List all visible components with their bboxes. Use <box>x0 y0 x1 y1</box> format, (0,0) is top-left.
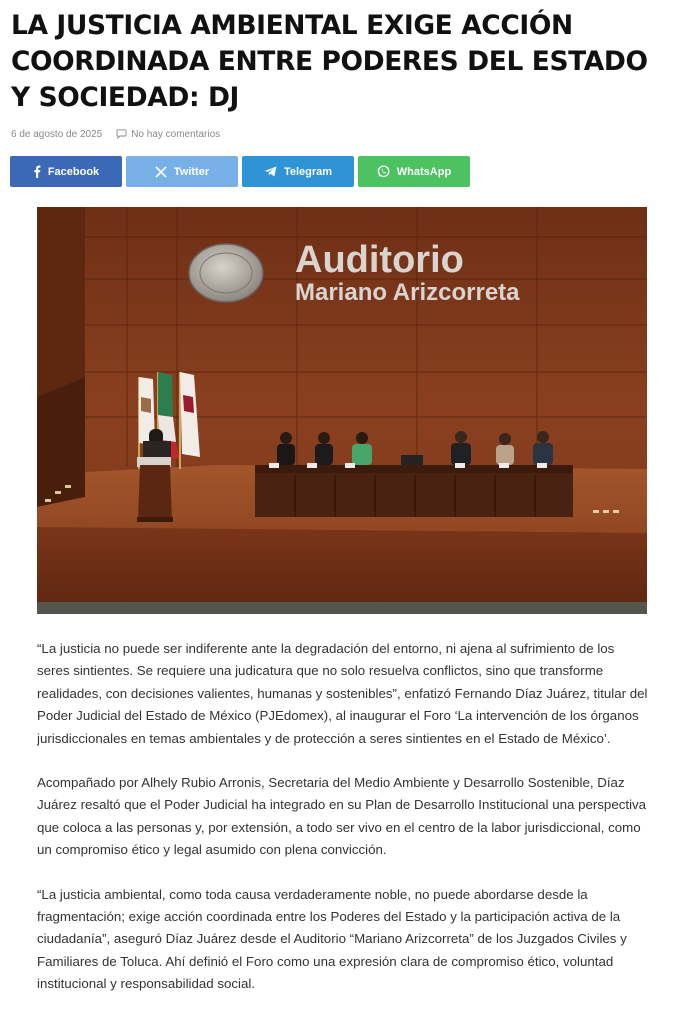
auditorium-sign-title: Auditorio <box>295 239 464 281</box>
featured-image <box>37 207 647 614</box>
comments-count: No hay comentarios <box>131 128 221 140</box>
comment-bubble-icon <box>116 129 127 139</box>
article-meta <box>11 127 220 141</box>
facebook-label: Facebook <box>47 165 100 178</box>
article-body <box>37 638 649 1018</box>
article-paragraph: “La justicia ambiental, como toda causa verdaderamente noble, no puede abordarse desde la fragmentación; exige acción coordinada entre los Poderes del Estado y la participación activa de la ciudadanía”, aseguró Díaz Juárez desde el Auditorio “Mariano Arizcorreta” de los Juzgados Civiles y Familiares de Toluca. Ahí definió el Foro como una expresión clara de compromiso ético, voluntad institucional y responsabilidad social. <box>37 886 627 992</box>
telegram-label: Telegram <box>283 165 333 178</box>
article-paragraph: “La justicia no puede ser indiferente ante la degradación del entorno, ni ajena al sufrimiento de los seres sintientes. Se requiere una judicatura que no solo resuelva conflictos, sino que transforme realidades, con decisiones valientes, humanas y sostenibles”, enfatizó Fernando Díaz Juárez, titular del Poder Judicial del Estado de México (PJEdomex), al inaugurar el Foro ‘La intervención de los órganos jurisdiccionales en temas ambientales y de protección a seres sintientes en el Estado de México’. <box>37 641 648 746</box>
article-title: LA JUSTICIA AMBIENTAL EXIGE ACCIÓN COORDINADA ENTRE PODERES DEL ESTADO Y SOCIEDAD: DJ <box>11 10 648 113</box>
comments-link[interactable] <box>116 129 220 140</box>
auditorium-sign-subtitle: Mariano Arizcorreta <box>295 279 520 306</box>
share-buttons <box>10 156 470 187</box>
article-paragraph: Acompañado por Alhely Rubio Arronis, Secretaria del Medio Ambiente y Desarrollo Sostenible, Díaz Juárez resaltó que el Poder Judicial ha integrado en su Plan de Desarrollo Institucional una perspectiva que coloca a las personas y, por extensión, a todo ser vivo en el centro de la labor jurisdiccional, como un compromiso ético y legal asumido con plena convicción. <box>37 775 647 858</box>
telegram-icon <box>264 166 277 177</box>
x-icon <box>155 166 167 178</box>
post-date[interactable]: 6 de agosto de 2025 <box>11 128 103 140</box>
facebook-icon <box>33 165 41 178</box>
twitter-label: Twitter <box>173 165 210 178</box>
whatsapp-icon <box>377 165 390 178</box>
share-telegram-button[interactable] <box>242 156 354 187</box>
whatsapp-label: WhatsApp <box>396 165 452 178</box>
share-whatsapp-button[interactable] <box>358 156 470 187</box>
share-facebook-button[interactable] <box>10 156 122 187</box>
share-twitter-button[interactable] <box>126 156 238 187</box>
